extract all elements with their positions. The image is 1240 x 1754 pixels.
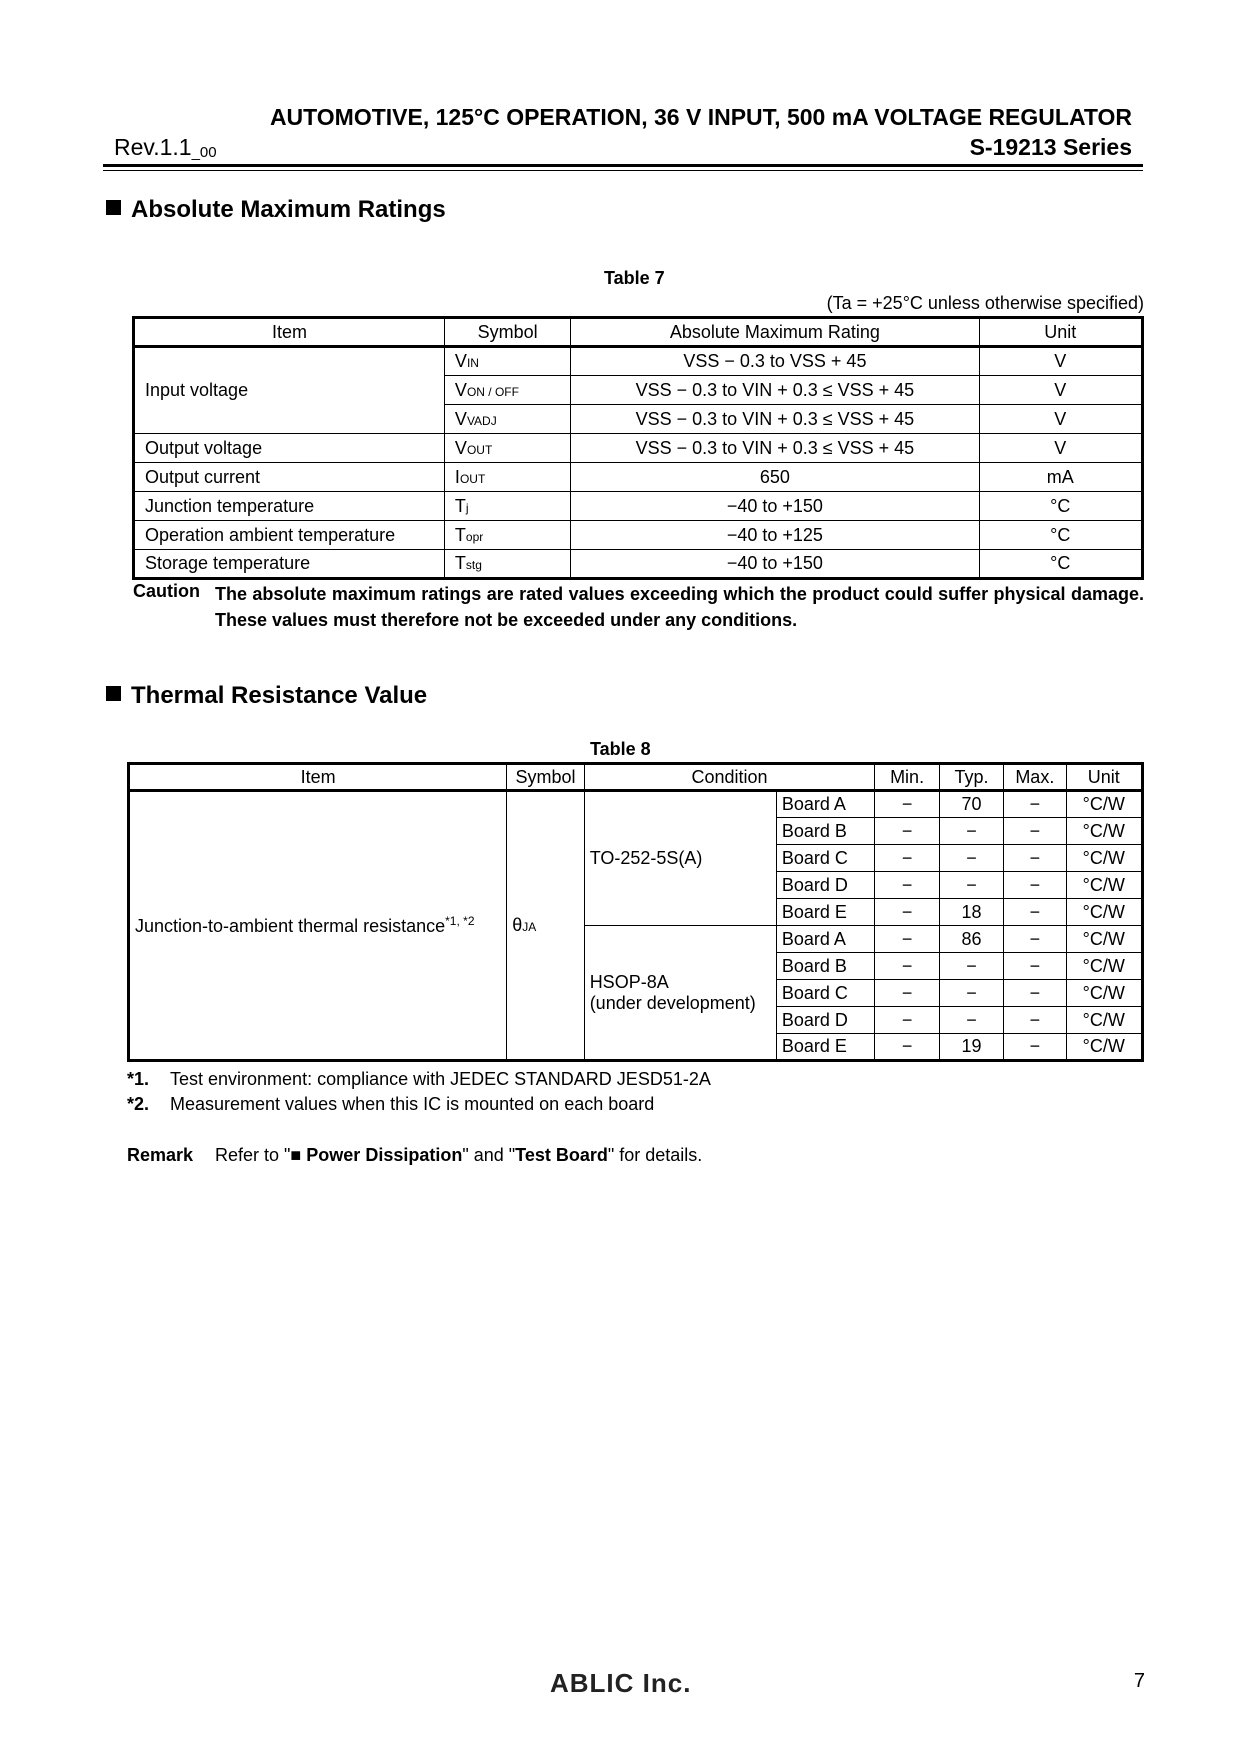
table-row bbox=[134, 347, 1143, 376]
column-header-symbol: Symbol bbox=[507, 764, 584, 791]
header-rule-thin bbox=[103, 170, 1143, 171]
section-title-absolute-maximum-ratings: Absolute Maximum Ratings bbox=[106, 196, 446, 224]
cell-symbol: θJA bbox=[507, 791, 584, 1061]
cell-max: − bbox=[1004, 953, 1066, 980]
caution-note bbox=[133, 581, 1144, 633]
cell-max: − bbox=[1004, 1034, 1066, 1061]
cell-typ: − bbox=[939, 818, 1003, 845]
caution-text: The absolute maximum ratings are rated values exceeding which the product could suffer physical damage. These values must therefore not be exceeded under any conditions. bbox=[215, 584, 1144, 630]
table-row bbox=[134, 463, 1143, 492]
cell-unit: °C bbox=[979, 492, 1143, 521]
cell-min: − bbox=[875, 953, 939, 980]
table-8-caption: Table 8 bbox=[590, 739, 651, 759]
cell-unit: °C/W bbox=[1066, 953, 1143, 980]
cell-rating: −40 to +150 bbox=[571, 550, 979, 579]
cell-typ: 19 bbox=[939, 1034, 1003, 1061]
company-logo: ABLIC Inc. bbox=[550, 1668, 692, 1698]
cell-board: Board D bbox=[776, 872, 875, 899]
cell-min: − bbox=[875, 872, 939, 899]
cell-symbol: Tj bbox=[444, 492, 570, 521]
cell-rating: VSS − 0.3 to VIN + 0.3 ≤ VSS + 45 bbox=[571, 434, 979, 463]
cell-package-to252: TO-252-5S(A) bbox=[584, 791, 776, 926]
cell-min: − bbox=[875, 899, 939, 926]
series-name: S-19213 Series bbox=[969, 134, 1132, 160]
table-7-caption: Table 7 bbox=[604, 268, 665, 288]
cell-unit: V bbox=[979, 376, 1143, 405]
caution-label: Caution bbox=[133, 581, 200, 601]
remark: Remark Refer to "■ Power Dissipation" and "Test Board" for details. bbox=[127, 1145, 703, 1165]
revision-label: $Rev.1.1_{\_00}$ bbox=[114, 134, 217, 161]
cell-board: Board B bbox=[776, 953, 875, 980]
cell-item: Junction temperature bbox=[134, 492, 445, 521]
column-header-typ: Typ. bbox=[939, 764, 1003, 791]
cell-item: Operation ambient temperature bbox=[134, 521, 445, 550]
thermal-resistance-table bbox=[127, 762, 1144, 1062]
cell-rating: −40 to +125 bbox=[571, 521, 979, 550]
column-header-condition: Condition bbox=[584, 764, 875, 791]
cell-symbol: IOUT bbox=[444, 463, 570, 492]
cell-item: Input voltage bbox=[134, 347, 445, 434]
cell-max: − bbox=[1004, 872, 1066, 899]
cell-unit: °C bbox=[979, 550, 1143, 579]
cell-rating: −40 to +150 bbox=[571, 492, 979, 521]
cell-min: − bbox=[875, 980, 939, 1007]
cell-board: Board E bbox=[776, 899, 875, 926]
column-header-symbol: Symbol bbox=[444, 318, 570, 347]
cell-item: Output voltage bbox=[134, 434, 445, 463]
cell-unit: °C/W bbox=[1066, 926, 1143, 953]
cell-board: Board A bbox=[776, 791, 875, 818]
column-header-max: Max. bbox=[1004, 764, 1066, 791]
cell-unit: °C/W bbox=[1066, 818, 1143, 845]
section-title-thermal-resistance: Thermal Resistance Value bbox=[106, 682, 427, 710]
document-title: AUTOMOTIVE, 125°C OPERATION, 36 V INPUT, 500 mA VOLTAGE REGULATOR bbox=[269, 104, 1132, 130]
cell-unit: °C bbox=[979, 521, 1143, 550]
cell-rating: VSS − 0.3 to VSS + 45 bbox=[571, 347, 979, 376]
cell-unit: °C/W bbox=[1066, 1007, 1143, 1034]
cell-unit: mA bbox=[979, 463, 1143, 492]
cell-typ: − bbox=[939, 953, 1003, 980]
cell-min: − bbox=[875, 926, 939, 953]
column-header-unit: Unit bbox=[979, 318, 1143, 347]
table-row bbox=[134, 521, 1143, 550]
cell-typ: 70 bbox=[939, 791, 1003, 818]
cell-typ: − bbox=[939, 872, 1003, 899]
cell-symbol: VIN bbox=[444, 347, 570, 376]
cell-unit: °C/W bbox=[1066, 980, 1143, 1007]
cell-typ: 18 bbox=[939, 899, 1003, 926]
table-row bbox=[134, 492, 1143, 521]
cell-min: − bbox=[875, 791, 939, 818]
cell-unit: °C/W bbox=[1066, 872, 1143, 899]
cell-max: − bbox=[1004, 845, 1066, 872]
cell-package-hsop8a: HSOP-8A (under development) bbox=[584, 926, 776, 1061]
cell-symbol: Topr bbox=[444, 521, 570, 550]
cell-item: Junction-to-ambient thermal resistance$^{*1, *2}$ bbox=[129, 791, 507, 1061]
absolute-maximum-ratings-table bbox=[132, 316, 1144, 580]
page-number: 7 bbox=[1133, 1670, 1145, 1692]
square-bullet-icon bbox=[106, 686, 121, 701]
cell-max: − bbox=[1004, 791, 1066, 818]
cell-min: − bbox=[875, 818, 939, 845]
cell-unit: °C/W bbox=[1066, 899, 1143, 926]
column-header-item: Item bbox=[134, 318, 445, 347]
remark-label: Remark bbox=[127, 1145, 194, 1165]
cell-symbol: VON / OFF bbox=[444, 376, 570, 405]
cell-max: − bbox=[1004, 926, 1066, 953]
cell-unit: V bbox=[979, 347, 1143, 376]
column-header-min: Min. bbox=[875, 764, 939, 791]
cell-rating: VSS − 0.3 to VIN + 0.3 ≤ VSS + 45 bbox=[571, 376, 979, 405]
column-header-rating: Absolute Maximum Rating bbox=[571, 318, 979, 347]
cell-board: Board A bbox=[776, 926, 875, 953]
cell-rating: 650 bbox=[571, 463, 979, 492]
table-header-row bbox=[129, 764, 1143, 791]
cell-unit: V bbox=[979, 434, 1143, 463]
cell-typ: − bbox=[939, 845, 1003, 872]
cell-max: − bbox=[1004, 980, 1066, 1007]
cell-typ: − bbox=[939, 980, 1003, 1007]
cell-max: − bbox=[1004, 899, 1066, 926]
cell-typ: 86 bbox=[939, 926, 1003, 953]
test-board-ref: Test Board bbox=[515, 1145, 608, 1165]
header-rule bbox=[103, 164, 1143, 167]
cell-min: − bbox=[875, 845, 939, 872]
cell-symbol: Tstg bbox=[444, 550, 570, 579]
cell-max: − bbox=[1004, 818, 1066, 845]
power-dissipation-ref: ■ Power Dissipation bbox=[290, 1145, 463, 1165]
cell-board: Board D bbox=[776, 1007, 875, 1034]
cell-max: − bbox=[1004, 1007, 1066, 1034]
cell-unit: °C/W bbox=[1066, 1034, 1143, 1061]
cell-item: Storage temperature bbox=[134, 550, 445, 579]
table-header-row bbox=[134, 318, 1143, 347]
table-row bbox=[129, 791, 1143, 818]
cell-board: Board E bbox=[776, 1034, 875, 1061]
cell-board: Board B bbox=[776, 818, 875, 845]
column-header-unit: Unit bbox=[1066, 764, 1143, 791]
cell-symbol: VOUT bbox=[444, 434, 570, 463]
cell-min: − bbox=[875, 1007, 939, 1034]
cell-symbol: VVADJ bbox=[444, 405, 570, 434]
footnote-2: *2. Measurement values when this IC is mounted on each board bbox=[127, 1094, 655, 1114]
cell-unit: °C/W bbox=[1066, 845, 1143, 872]
cell-typ: − bbox=[939, 1007, 1003, 1034]
cell-rating: VSS − 0.3 to VIN + 0.3 ≤ VSS + 45 bbox=[571, 405, 979, 434]
square-bullet-icon bbox=[106, 200, 121, 215]
cell-board: Board C bbox=[776, 845, 875, 872]
cell-board: Board C bbox=[776, 980, 875, 1007]
table-row bbox=[134, 550, 1143, 579]
condition-note: (Ta = +25°C unless otherwise specified) bbox=[826, 293, 1144, 313]
column-header-item: Item bbox=[129, 764, 507, 791]
cell-item: Output current bbox=[134, 463, 445, 492]
cell-unit: °C/W bbox=[1066, 791, 1143, 818]
footnote-1: *1. Test environment: compliance with JEDEC STANDARD JESD51-2A bbox=[127, 1069, 711, 1089]
table-row bbox=[134, 434, 1143, 463]
cell-min: − bbox=[875, 1034, 939, 1061]
cell-unit: V bbox=[979, 405, 1143, 434]
